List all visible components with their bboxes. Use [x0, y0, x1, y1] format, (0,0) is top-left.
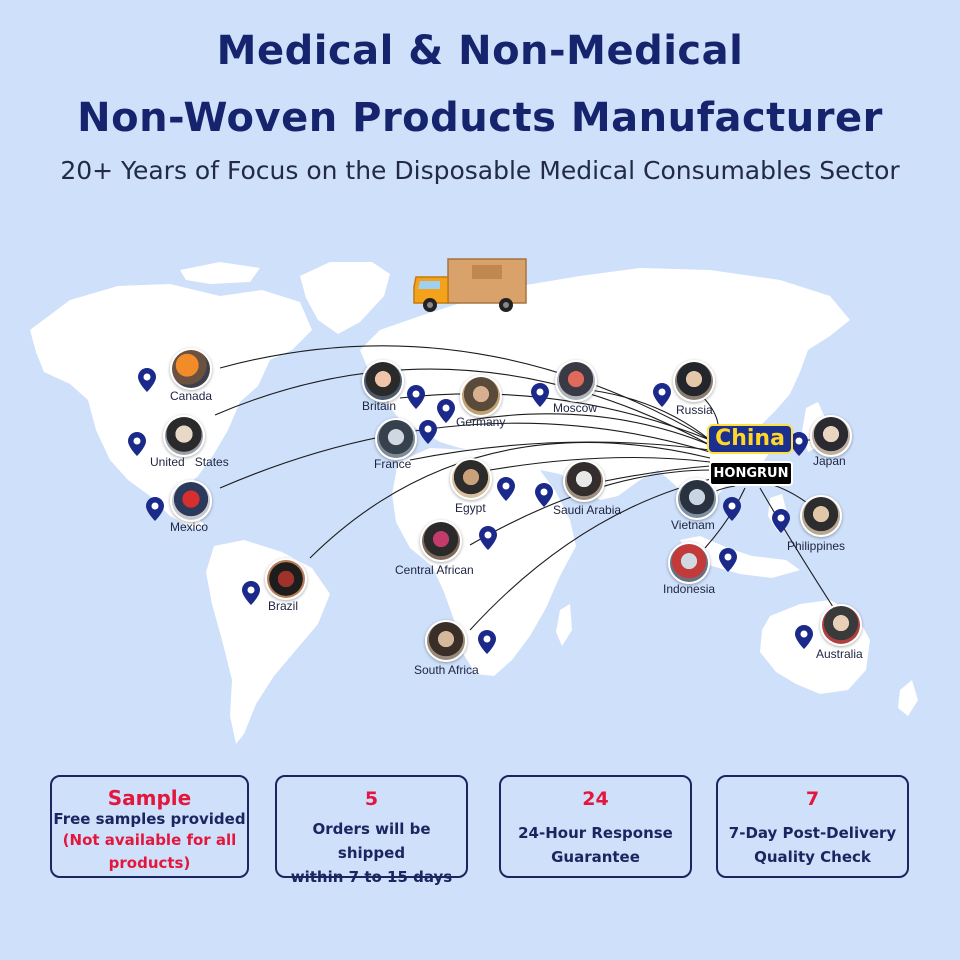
- photo-south-africa: [425, 620, 467, 662]
- photo-russia: [673, 360, 715, 402]
- photo-brazil: [265, 558, 307, 600]
- feature-card-quality: [716, 775, 909, 878]
- location-pin-icon: [795, 625, 813, 649]
- feature-card-sample: [50, 775, 249, 878]
- label-australia: Australia: [816, 647, 863, 661]
- quality-text-line2: Quality Check: [754, 848, 871, 866]
- page-title-line2: Non-Woven Products Manufacturer: [77, 95, 883, 141]
- page-title-line1: Medical & Non-Medical: [216, 28, 744, 74]
- photo-egypt: [450, 458, 492, 500]
- label-indonesia: Indonesia: [663, 582, 716, 596]
- label-france: France: [374, 457, 412, 471]
- sample-note: (Not available for all products): [62, 831, 237, 872]
- photo-australia: [820, 604, 862, 646]
- photo-united-states: [163, 415, 205, 457]
- location-pin-icon: [407, 385, 425, 409]
- location-pin-icon: [419, 420, 437, 444]
- location-pin-icon: [723, 497, 741, 521]
- label-vietnam: Vietnam: [671, 518, 715, 532]
- shipping-number: 5: [364, 788, 379, 810]
- sample-text: Free samples provided: [53, 810, 246, 828]
- label-canada: Canada: [170, 389, 213, 403]
- label-south-africa: South Africa: [414, 663, 479, 677]
- photo-japan: [810, 415, 852, 457]
- label-britain: Britain: [362, 399, 397, 413]
- label-united-states: United States: [150, 455, 229, 469]
- page-subtitle: 20+ Years of Focus on the Disposable Medical Consumables Sector: [60, 156, 900, 185]
- location-pin-icon: [535, 483, 553, 507]
- location-pin-icon: [531, 383, 549, 407]
- new-zealand-landmass: [898, 680, 918, 716]
- shipping-text-line1: Orders will be shipped: [312, 820, 431, 862]
- response-number: 24: [582, 788, 609, 810]
- photo-philippines: [800, 495, 842, 537]
- location-pin-icon: [138, 368, 156, 392]
- location-pin-icon: [128, 432, 146, 456]
- sample-heading: Sample: [107, 786, 192, 810]
- shipping-text-line2: within 7 to 15 days: [290, 868, 453, 886]
- photo-saudi-arabia: [563, 460, 605, 502]
- label-russia: Russia: [676, 403, 713, 417]
- quality-text-line1: 7-Day Post-Delivery: [728, 824, 897, 842]
- response-text-line2: Guarantee: [551, 848, 640, 866]
- location-pin-icon: [497, 477, 515, 501]
- label-central-african: Central African: [395, 563, 474, 577]
- label-egypt: Egypt: [455, 501, 486, 515]
- hongrun-company-badge: HONGRUN: [709, 461, 793, 486]
- label-japan: Japan: [813, 454, 846, 468]
- feature-card-shipping: [275, 775, 468, 886]
- quality-number: 7: [805, 788, 820, 810]
- greenland-landmass: [300, 262, 390, 334]
- photo-indonesia: [668, 542, 710, 584]
- photo-central-african: [420, 520, 462, 562]
- label-mexico: Mexico: [170, 520, 209, 534]
- label-brazil: Brazil: [268, 599, 299, 613]
- madagascar-landmass: [556, 604, 572, 646]
- location-pin-icon: [772, 509, 790, 533]
- feature-card-response: [499, 775, 692, 878]
- location-pin-icon: [437, 399, 455, 423]
- delivery-truck-icon: [410, 255, 528, 315]
- location-pin-icon: [146, 497, 164, 521]
- china-hub-badge: China: [707, 424, 793, 454]
- label-germany: Germany: [456, 415, 506, 429]
- location-pin-icon: [478, 630, 496, 654]
- photo-canada: [170, 348, 212, 390]
- label-philippines: Philippines: [787, 539, 846, 553]
- photo-moscow: [555, 360, 597, 402]
- arctic-islands-landmass: [180, 262, 260, 284]
- location-pin-icon: [479, 526, 497, 550]
- photo-britain: [362, 360, 404, 402]
- response-text-line1: 24-Hour Response: [518, 824, 673, 842]
- location-pin-icon: [242, 581, 260, 605]
- label-saudi-arabia: Saudi Arabia: [553, 503, 622, 517]
- location-pin-icon: [653, 383, 671, 407]
- label-moscow: Moscow: [553, 401, 598, 415]
- photo-france: [375, 418, 417, 460]
- photo-germany: [460, 375, 502, 417]
- photo-mexico: [170, 480, 212, 522]
- location-pin-icon: [719, 548, 737, 572]
